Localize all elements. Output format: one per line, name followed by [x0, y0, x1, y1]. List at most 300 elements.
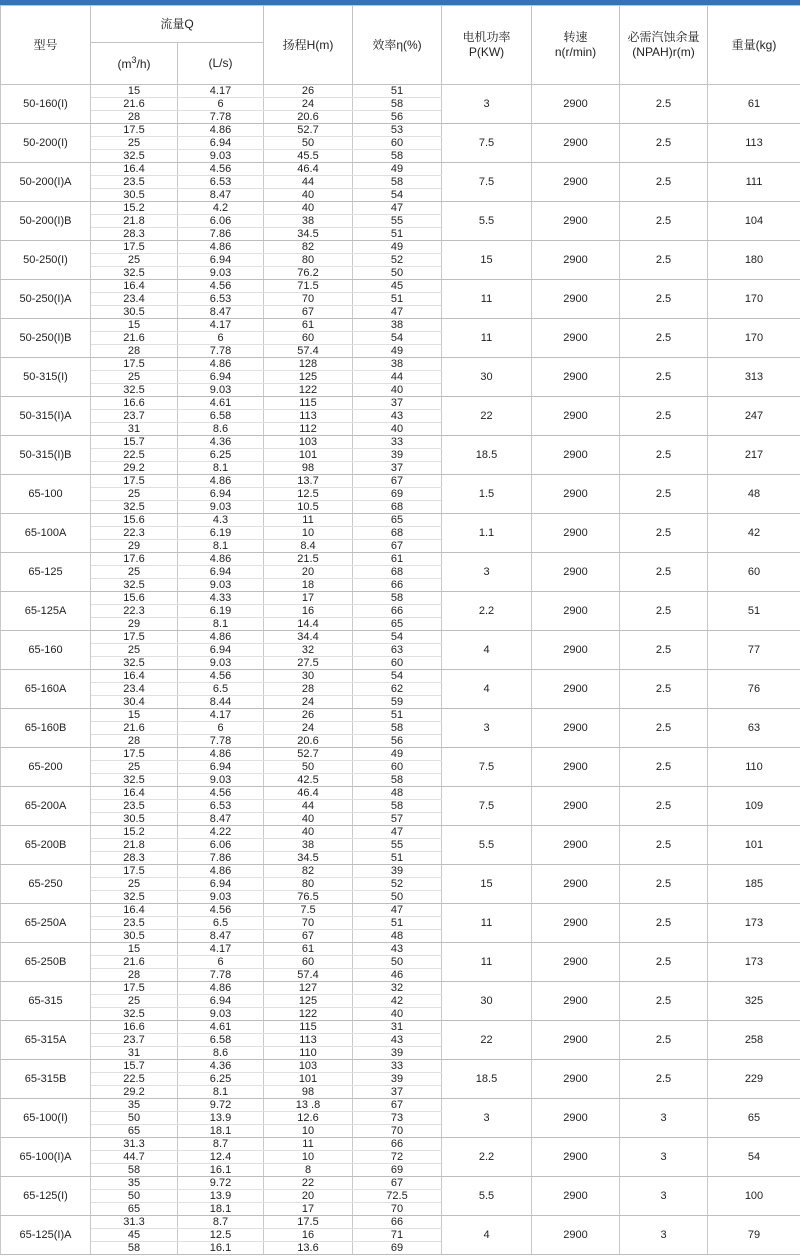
speed-cell: 2900 — [532, 1099, 620, 1138]
npsh-cell: 3 — [620, 1099, 708, 1138]
efficiency-cell: 54 — [353, 189, 442, 202]
flow-ls-cell: 7.86 — [178, 852, 264, 865]
flow-m3h-cell: 25 — [91, 761, 178, 774]
flow-m3h-cell: 21.8 — [91, 839, 178, 852]
flow-m3h-cell: 16.6 — [91, 1021, 178, 1034]
power-cell: 18.5 — [442, 436, 532, 475]
flow-m3h-cell: 23.7 — [91, 1034, 178, 1047]
head-cell: 26 — [264, 85, 353, 98]
power-cell: 5.5 — [442, 202, 532, 241]
flow-ls-cell: 8.47 — [178, 189, 264, 202]
flow-ls-cell: 7.78 — [178, 969, 264, 982]
flow-m3h-cell: 22.5 — [91, 449, 178, 462]
flow-ls-cell: 6.58 — [178, 1034, 264, 1047]
head-cell: 24 — [264, 98, 353, 111]
flow-m3h-cell: 17.5 — [91, 241, 178, 254]
model-cell: 65-100A — [1, 514, 91, 553]
flow-m3h-cell: 28 — [91, 969, 178, 982]
flow-m3h-cell: 28 — [91, 111, 178, 124]
head-cell: 101 — [264, 1073, 353, 1086]
weight-cell: 217 — [708, 436, 800, 475]
flow-ls-cell: 8.7 — [178, 1216, 264, 1229]
flow-m3h-cell: 15.6 — [91, 514, 178, 527]
flow-ls-cell: 6.94 — [178, 488, 264, 501]
table-row — [1, 280, 800, 293]
model-cell: 50-200(I)A — [1, 163, 91, 202]
head-cell: 82 — [264, 865, 353, 878]
head-cell: 113 — [264, 1034, 353, 1047]
table-row — [1, 826, 800, 839]
npsh-cell: 2.5 — [620, 358, 708, 397]
flow-m3h-cell: 32.5 — [91, 267, 178, 280]
head-cell: 70 — [264, 293, 353, 306]
table-row — [1, 85, 800, 98]
efficiency-cell: 37 — [353, 1086, 442, 1099]
efficiency-cell: 69 — [353, 488, 442, 501]
weight-cell: 42 — [708, 514, 800, 553]
head-cell: 12.5 — [264, 488, 353, 501]
flow-ls-cell: 7.78 — [178, 111, 264, 124]
npsh-cell: 2.5 — [620, 826, 708, 865]
power-cell: 11 — [442, 319, 532, 358]
flow-m3h-cell: 28.3 — [91, 228, 178, 241]
head-cell: 20 — [264, 1190, 353, 1203]
head-cell: 110 — [264, 1047, 353, 1060]
efficiency-cell: 52 — [353, 254, 442, 267]
flow-m3h-cell: 22.5 — [91, 1073, 178, 1086]
head-cell: 50 — [264, 137, 353, 150]
head-cell: 128 — [264, 358, 353, 371]
speed-cell: 2900 — [532, 982, 620, 1021]
flow-m3h-cell: 22.3 — [91, 527, 178, 540]
table-row — [1, 1138, 800, 1151]
table-row — [1, 670, 800, 683]
flow-m3h-cell: 31.3 — [91, 1138, 178, 1151]
flow-ls-cell: 4.2 — [178, 202, 264, 215]
power-cell: 11 — [442, 943, 532, 982]
weight-cell: 173 — [708, 943, 800, 982]
table-row — [1, 319, 800, 332]
head-cell: 16 — [264, 1229, 353, 1242]
efficiency-cell: 50 — [353, 267, 442, 280]
flow-m3h-cell: 31.3 — [91, 1216, 178, 1229]
flow-m3h-cell: 32.5 — [91, 774, 178, 787]
model-cell: 65-160 — [1, 631, 91, 670]
table-header — [1, 6, 800, 85]
flow-ls-cell: 13.9 — [178, 1190, 264, 1203]
flow-ls-cell: 4.86 — [178, 865, 264, 878]
power-cell: 22 — [442, 1021, 532, 1060]
npsh-cell: 2.5 — [620, 514, 708, 553]
model-cell: 65-250 — [1, 865, 91, 904]
weight-cell: 79 — [708, 1216, 800, 1255]
speed-cell: 2900 — [532, 319, 620, 358]
efficiency-cell: 37 — [353, 397, 442, 410]
table-row — [1, 1216, 800, 1229]
model-cell: 65-315B — [1, 1060, 91, 1099]
table-row — [1, 1060, 800, 1073]
flow-ls-cell: 4.61 — [178, 1021, 264, 1034]
flow-ls-cell: 4.36 — [178, 436, 264, 449]
efficiency-cell: 58 — [353, 722, 442, 735]
speed-cell: 2900 — [532, 904, 620, 943]
head-cell: 76.5 — [264, 891, 353, 904]
weight-cell: 101 — [708, 826, 800, 865]
flow-ls-cell: 9.03 — [178, 657, 264, 670]
efficiency-cell: 58 — [353, 592, 442, 605]
flow-m3h-cell: 30.5 — [91, 306, 178, 319]
flow-ls-cell: 6.19 — [178, 527, 264, 540]
head-cell: 38 — [264, 839, 353, 852]
flow-ls-cell: 6 — [178, 722, 264, 735]
flow-ls-cell: 6.25 — [178, 1073, 264, 1086]
efficiency-cell: 69 — [353, 1242, 442, 1255]
head-cell: 40 — [264, 202, 353, 215]
efficiency-cell: 61 — [353, 553, 442, 566]
weight-cell: 77 — [708, 631, 800, 670]
npsh-cell: 2.5 — [620, 787, 708, 826]
table-row — [1, 124, 800, 137]
flow-m3h-cell: 23.4 — [91, 293, 178, 306]
flow-ls-cell: 4.61 — [178, 397, 264, 410]
flow-m3h-cell: 17.5 — [91, 358, 178, 371]
speed-cell: 2900 — [532, 202, 620, 241]
flow-ls-cell: 6 — [178, 956, 264, 969]
head-cell: 82 — [264, 241, 353, 254]
flow-m3h-cell: 21.6 — [91, 332, 178, 345]
efficiency-cell: 60 — [353, 657, 442, 670]
speed-cell: 2900 — [532, 1021, 620, 1060]
efficiency-cell: 66 — [353, 1216, 442, 1229]
head-cell: 17 — [264, 1203, 353, 1216]
flow-m3h-cell: 15 — [91, 319, 178, 332]
header-speed-line1: 转速 — [563, 30, 588, 44]
head-cell: 11 — [264, 514, 353, 527]
weight-cell: 110 — [708, 748, 800, 787]
power-cell: 3 — [442, 709, 532, 748]
head-cell: 10 — [264, 527, 353, 540]
head-cell: 7.5 — [264, 904, 353, 917]
efficiency-cell: 50 — [353, 891, 442, 904]
flow-ls-cell: 8.6 — [178, 423, 264, 436]
head-cell: 98 — [264, 462, 353, 475]
npsh-cell: 2.5 — [620, 241, 708, 280]
power-cell: 18.5 — [442, 1060, 532, 1099]
efficiency-cell: 47 — [353, 202, 442, 215]
flow-m3h-cell: 23.7 — [91, 410, 178, 423]
efficiency-cell: 60 — [353, 137, 442, 150]
npsh-cell: 2.5 — [620, 943, 708, 982]
flow-ls-cell: 6.94 — [178, 137, 264, 150]
npsh-cell: 2.5 — [620, 553, 708, 592]
weight-cell: 104 — [708, 202, 800, 241]
head-cell: 52.7 — [264, 748, 353, 761]
flow-m3h-cell: 30.4 — [91, 696, 178, 709]
npsh-cell: 2.5 — [620, 631, 708, 670]
flow-ls-cell: 4.86 — [178, 124, 264, 137]
npsh-cell: 2.5 — [620, 163, 708, 202]
header-npsh — [620, 6, 708, 85]
weight-cell: 180 — [708, 241, 800, 280]
flow-m3h-cell: 21.6 — [91, 956, 178, 969]
weight-cell: 63 — [708, 709, 800, 748]
flow-m3h-cell: 16.4 — [91, 787, 178, 800]
flow-m3h-cell: 16.4 — [91, 670, 178, 683]
head-cell: 98 — [264, 1086, 353, 1099]
flow-ls-cell: 6.25 — [178, 449, 264, 462]
npsh-cell: 3 — [620, 1177, 708, 1216]
model-cell: 50-250(I) — [1, 241, 91, 280]
flow-ls-cell: 4.56 — [178, 280, 264, 293]
head-cell: 80 — [264, 878, 353, 891]
flow-ls-cell: 9.03 — [178, 384, 264, 397]
head-cell: 27.5 — [264, 657, 353, 670]
head-cell: 17.5 — [264, 1216, 353, 1229]
power-cell: 4 — [442, 670, 532, 709]
table-row — [1, 787, 800, 800]
npsh-cell: 2.5 — [620, 475, 708, 514]
head-cell: 125 — [264, 995, 353, 1008]
efficiency-cell: 47 — [353, 904, 442, 917]
head-cell: 60 — [264, 956, 353, 969]
flow-m3h-cell: 21.6 — [91, 98, 178, 111]
flow-m3h-cell: 25 — [91, 566, 178, 579]
efficiency-cell: 33 — [353, 1060, 442, 1073]
speed-cell: 2900 — [532, 85, 620, 124]
weight-cell: 100 — [708, 1177, 800, 1216]
efficiency-cell: 73 — [353, 1112, 442, 1125]
efficiency-cell: 67 — [353, 1177, 442, 1190]
flow-m3h-cell: 50 — [91, 1112, 178, 1125]
efficiency-cell: 39 — [353, 1073, 442, 1086]
flow-m3h-cell: 17.5 — [91, 124, 178, 137]
speed-cell: 2900 — [532, 787, 620, 826]
flow-ls-cell: 8.1 — [178, 618, 264, 631]
model-cell: 50-160(I) — [1, 85, 91, 124]
flow-m3h-cell: 32.5 — [91, 150, 178, 163]
speed-cell: 2900 — [532, 280, 620, 319]
flow-m3h-cell: 35 — [91, 1177, 178, 1190]
flow-m3h-cell: 23.5 — [91, 176, 178, 189]
npsh-cell: 2.5 — [620, 280, 708, 319]
npsh-cell: 2.5 — [620, 904, 708, 943]
flow-m3h-cell: 15.7 — [91, 436, 178, 449]
flow-ls-cell: 8.6 — [178, 1047, 264, 1060]
flow-m3h-cell: 21.8 — [91, 215, 178, 228]
flow-ls-cell: 16.1 — [178, 1164, 264, 1177]
flow-m3h-cell: 50 — [91, 1190, 178, 1203]
model-cell: 65-125 — [1, 553, 91, 592]
flow-ls-cell: 9.03 — [178, 1008, 264, 1021]
head-cell: 14.4 — [264, 618, 353, 631]
flow-m3h-cell: 17.5 — [91, 865, 178, 878]
head-cell: 40 — [264, 826, 353, 839]
power-cell: 5.5 — [442, 1177, 532, 1216]
efficiency-cell: 40 — [353, 1008, 442, 1021]
model-cell: 50-200(I)B — [1, 202, 91, 241]
model-cell: 65-315A — [1, 1021, 91, 1060]
power-cell: 2.2 — [442, 592, 532, 631]
flow-m3h-cell: 32.5 — [91, 657, 178, 670]
head-cell: 103 — [264, 1060, 353, 1073]
flow-ls-cell: 18.1 — [178, 1125, 264, 1138]
flow-m3h-cell: 17.5 — [91, 748, 178, 761]
head-cell: 115 — [264, 397, 353, 410]
npsh-cell: 2.5 — [620, 865, 708, 904]
efficiency-cell: 71 — [353, 1229, 442, 1242]
power-cell: 30 — [442, 982, 532, 1021]
head-cell: 32 — [264, 644, 353, 657]
power-cell: 3 — [442, 1099, 532, 1138]
flow-ls-cell: 4.86 — [178, 475, 264, 488]
power-cell: 4 — [442, 1216, 532, 1255]
head-cell: 20.6 — [264, 111, 353, 124]
weight-cell: 170 — [708, 319, 800, 358]
model-cell: 65-160B — [1, 709, 91, 748]
table-row — [1, 475, 800, 488]
efficiency-cell: 49 — [353, 163, 442, 176]
flow-ls-cell: 7.86 — [178, 228, 264, 241]
head-cell: 38 — [264, 215, 353, 228]
table-row — [1, 631, 800, 644]
flow-ls-cell: 6.53 — [178, 800, 264, 813]
head-cell: 44 — [264, 800, 353, 813]
head-cell: 57.4 — [264, 969, 353, 982]
efficiency-cell: 58 — [353, 150, 442, 163]
flow-ls-cell: 6.94 — [178, 566, 264, 579]
flow-ls-cell: 9.03 — [178, 501, 264, 514]
flow-ls-cell: 6.06 — [178, 215, 264, 228]
power-cell: 5.5 — [442, 826, 532, 865]
flow-ls-cell: 12.5 — [178, 1229, 264, 1242]
efficiency-cell: 56 — [353, 111, 442, 124]
head-cell: 34.5 — [264, 228, 353, 241]
speed-cell: 2900 — [532, 943, 620, 982]
head-cell: 24 — [264, 722, 353, 735]
head-cell: 61 — [264, 943, 353, 956]
weight-cell: 170 — [708, 280, 800, 319]
header-flow: 流量Q — [91, 6, 264, 43]
efficiency-cell: 43 — [353, 943, 442, 956]
flow-m3h-cell: 58 — [91, 1242, 178, 1255]
flow-m3h-cell: 30.5 — [91, 189, 178, 202]
flow-m3h-cell: 25 — [91, 878, 178, 891]
flow-ls-cell: 6.5 — [178, 917, 264, 930]
flow-ls-cell: 4.36 — [178, 1060, 264, 1073]
model-cell: 65-100(I) — [1, 1099, 91, 1138]
speed-cell: 2900 — [532, 1138, 620, 1177]
head-cell: 13.6 — [264, 1242, 353, 1255]
efficiency-cell: 32 — [353, 982, 442, 995]
efficiency-cell: 37 — [353, 462, 442, 475]
efficiency-cell: 68 — [353, 527, 442, 540]
weight-cell: 185 — [708, 865, 800, 904]
npsh-cell: 2.5 — [620, 709, 708, 748]
head-cell: 46.4 — [264, 787, 353, 800]
flow-ls-cell: 9.03 — [178, 150, 264, 163]
flow-ls-cell: 6.94 — [178, 878, 264, 891]
header-flow-m3h: $(m^3/h)$ — [91, 43, 178, 85]
efficiency-cell: 51 — [353, 85, 442, 98]
speed-cell: 2900 — [532, 241, 620, 280]
efficiency-cell: 60 — [353, 761, 442, 774]
head-cell: 113 — [264, 410, 353, 423]
efficiency-cell: 43 — [353, 410, 442, 423]
efficiency-cell: 67 — [353, 475, 442, 488]
flow-ls-cell: 6.94 — [178, 371, 264, 384]
model-cell: 50-315(I) — [1, 358, 91, 397]
npsh-cell: 3 — [620, 1216, 708, 1255]
flow-ls-cell: 4.17 — [178, 85, 264, 98]
header-weight: 重量(kg) — [708, 6, 800, 85]
efficiency-cell: 31 — [353, 1021, 442, 1034]
flow-ls-cell: 8.47 — [178, 930, 264, 943]
npsh-cell: 2.5 — [620, 124, 708, 163]
flow-ls-cell: 6.53 — [178, 293, 264, 306]
power-cell: 1.1 — [442, 514, 532, 553]
npsh-cell: 2.5 — [620, 436, 708, 475]
model-cell: 65-100(I)A — [1, 1138, 91, 1177]
head-cell: 61 — [264, 319, 353, 332]
efficiency-cell: 58 — [353, 774, 442, 787]
flow-ls-cell: 4.86 — [178, 553, 264, 566]
flow-ls-cell: 4.3 — [178, 514, 264, 527]
weight-cell: 65 — [708, 1099, 800, 1138]
power-cell: 7.5 — [442, 787, 532, 826]
efficiency-cell: 57 — [353, 813, 442, 826]
model-cell: 65-200B — [1, 826, 91, 865]
power-cell: 3 — [442, 85, 532, 124]
efficiency-cell: 66 — [353, 1138, 442, 1151]
head-cell: 20.6 — [264, 735, 353, 748]
efficiency-cell: 40 — [353, 423, 442, 436]
speed-cell: 2900 — [532, 475, 620, 514]
model-cell: 65-315 — [1, 982, 91, 1021]
model-cell: 65-160A — [1, 670, 91, 709]
table-row — [1, 241, 800, 254]
head-cell: 34.5 — [264, 852, 353, 865]
model-cell: 50-250(I)B — [1, 319, 91, 358]
power-cell: 4 — [442, 631, 532, 670]
pump-spec-table — [0, 5, 800, 1255]
efficiency-cell: 49 — [353, 345, 442, 358]
flow-ls-cell: 6 — [178, 98, 264, 111]
flow-m3h-cell: 31 — [91, 423, 178, 436]
flow-ls-cell: 4.17 — [178, 709, 264, 722]
efficiency-cell: 58 — [353, 176, 442, 189]
npsh-cell: 2.5 — [620, 319, 708, 358]
head-cell: 44 — [264, 176, 353, 189]
header-power-line1: 电机功率 — [462, 30, 511, 44]
efficiency-cell: 47 — [353, 826, 442, 839]
head-cell: 60 — [264, 332, 353, 345]
head-cell: 52.7 — [264, 124, 353, 137]
efficiency-cell: 66 — [353, 605, 442, 618]
model-cell: 65-200 — [1, 748, 91, 787]
weight-cell: 54 — [708, 1138, 800, 1177]
head-cell: 80 — [264, 254, 353, 267]
speed-cell: 2900 — [532, 631, 620, 670]
efficiency-cell: 51 — [353, 293, 442, 306]
head-cell: 115 — [264, 1021, 353, 1034]
table-row — [1, 1099, 800, 1112]
head-cell: 45.5 — [264, 150, 353, 163]
efficiency-cell: 39 — [353, 1047, 442, 1060]
npsh-cell: 2.5 — [620, 670, 708, 709]
table-row — [1, 397, 800, 410]
efficiency-cell: 40 — [353, 384, 442, 397]
table-row — [1, 436, 800, 449]
